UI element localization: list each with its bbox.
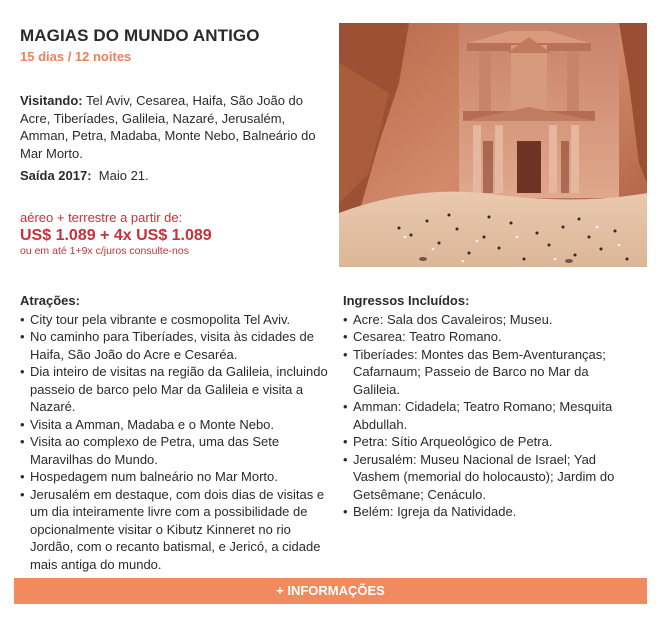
list-item: • Jerusalém em destaque, com dois dias de visitas e um dia inteiramente livre com a possibilidade de opcionalmente visitar o Kibutz Kinneret no rio Jordão, com o recanto batismal, e Jericó, a cidade mais antiga do mundo. [20, 486, 330, 574]
list-item: • Cesarea: Teatro Romano. [343, 328, 638, 346]
list-item: • Amman: Cidadela; Teatro Romano; Mesquita Abdullah. [343, 398, 638, 433]
list-item: • City tour pela vibrante e cosmopolita Tel Aviv. [20, 311, 330, 329]
list-item: • Dia inteiro de visitas na região da Galileia, incluindo passeio de barco pelo Mar da Galileia e visita a Nazaré. [20, 363, 330, 416]
list-item: • No caminho para Tiberíades, visita às cidades de Haifa, São João do Acre e Cesaréa. [20, 328, 330, 363]
page-title: MAGIAS DO MUNDO ANTIGO [20, 26, 260, 45]
attractions-list [20, 311, 330, 574]
list-item: • Petra: Sítio Arqueológico de Petra. [343, 433, 638, 451]
departure-date: Maio 21. [98, 168, 149, 183]
list-item: • Visita ao complexo de Petra, uma das Sete Maravilhas do Mundo. [20, 433, 330, 468]
list-item: • Tiberíades: Montes das Bem-Aventuranças; Cafarnaum; Passeio de Barco no Mar da Galileia. [343, 346, 638, 399]
tickets-section [343, 292, 638, 521]
price-block [20, 210, 212, 257]
attractions-heading: Atrações: [20, 293, 80, 308]
list-item: • Acre: Sala dos Cavaleiros; Museu. [343, 311, 638, 329]
tickets-list [343, 311, 638, 521]
price-main: US$ 1.089 + 4x US$ 1.089 [20, 227, 212, 244]
price-note: ou em até 1+9x c/juros consulte-nos [20, 245, 189, 257]
list-item: • Hospedagem num balneário no Mar Morto. [20, 468, 330, 486]
departure-info [20, 168, 149, 183]
attractions-section [20, 292, 330, 573]
visiting-text: Tel Aviv, Cesarea, Haifa, São João do Acre, Tiberíades, Galileia, Nazaré, Jerusalém, Amman, Petra, Madaba, Monte Nebo, Balneário do Mar Morto. [20, 93, 316, 161]
price-intro: aéreo + terrestre a partir de: [20, 210, 183, 225]
tickets-heading: Ingressos Incluídos: [343, 293, 470, 308]
more-info-button[interactable]: + INFORMAÇÕES [14, 578, 647, 604]
petra-treasury-photo [339, 23, 647, 267]
list-item: • Visita a Amman, Madaba e o Monte Nebo. [20, 416, 330, 434]
list-item: • Jerusalém: Museu Nacional de Israel; Yad Vashem (memorial do holocausto); Jardim do Getsêmane; Cenáculo. [343, 451, 638, 504]
list-item: • Belém: Igreja da Natividade. [343, 503, 638, 521]
visiting-label: Visitando: [20, 93, 83, 108]
departure-label: Saída 2017: [20, 168, 92, 183]
itinerary-cities [20, 92, 320, 162]
trip-duration: 15 dias / 12 noites [20, 49, 132, 64]
